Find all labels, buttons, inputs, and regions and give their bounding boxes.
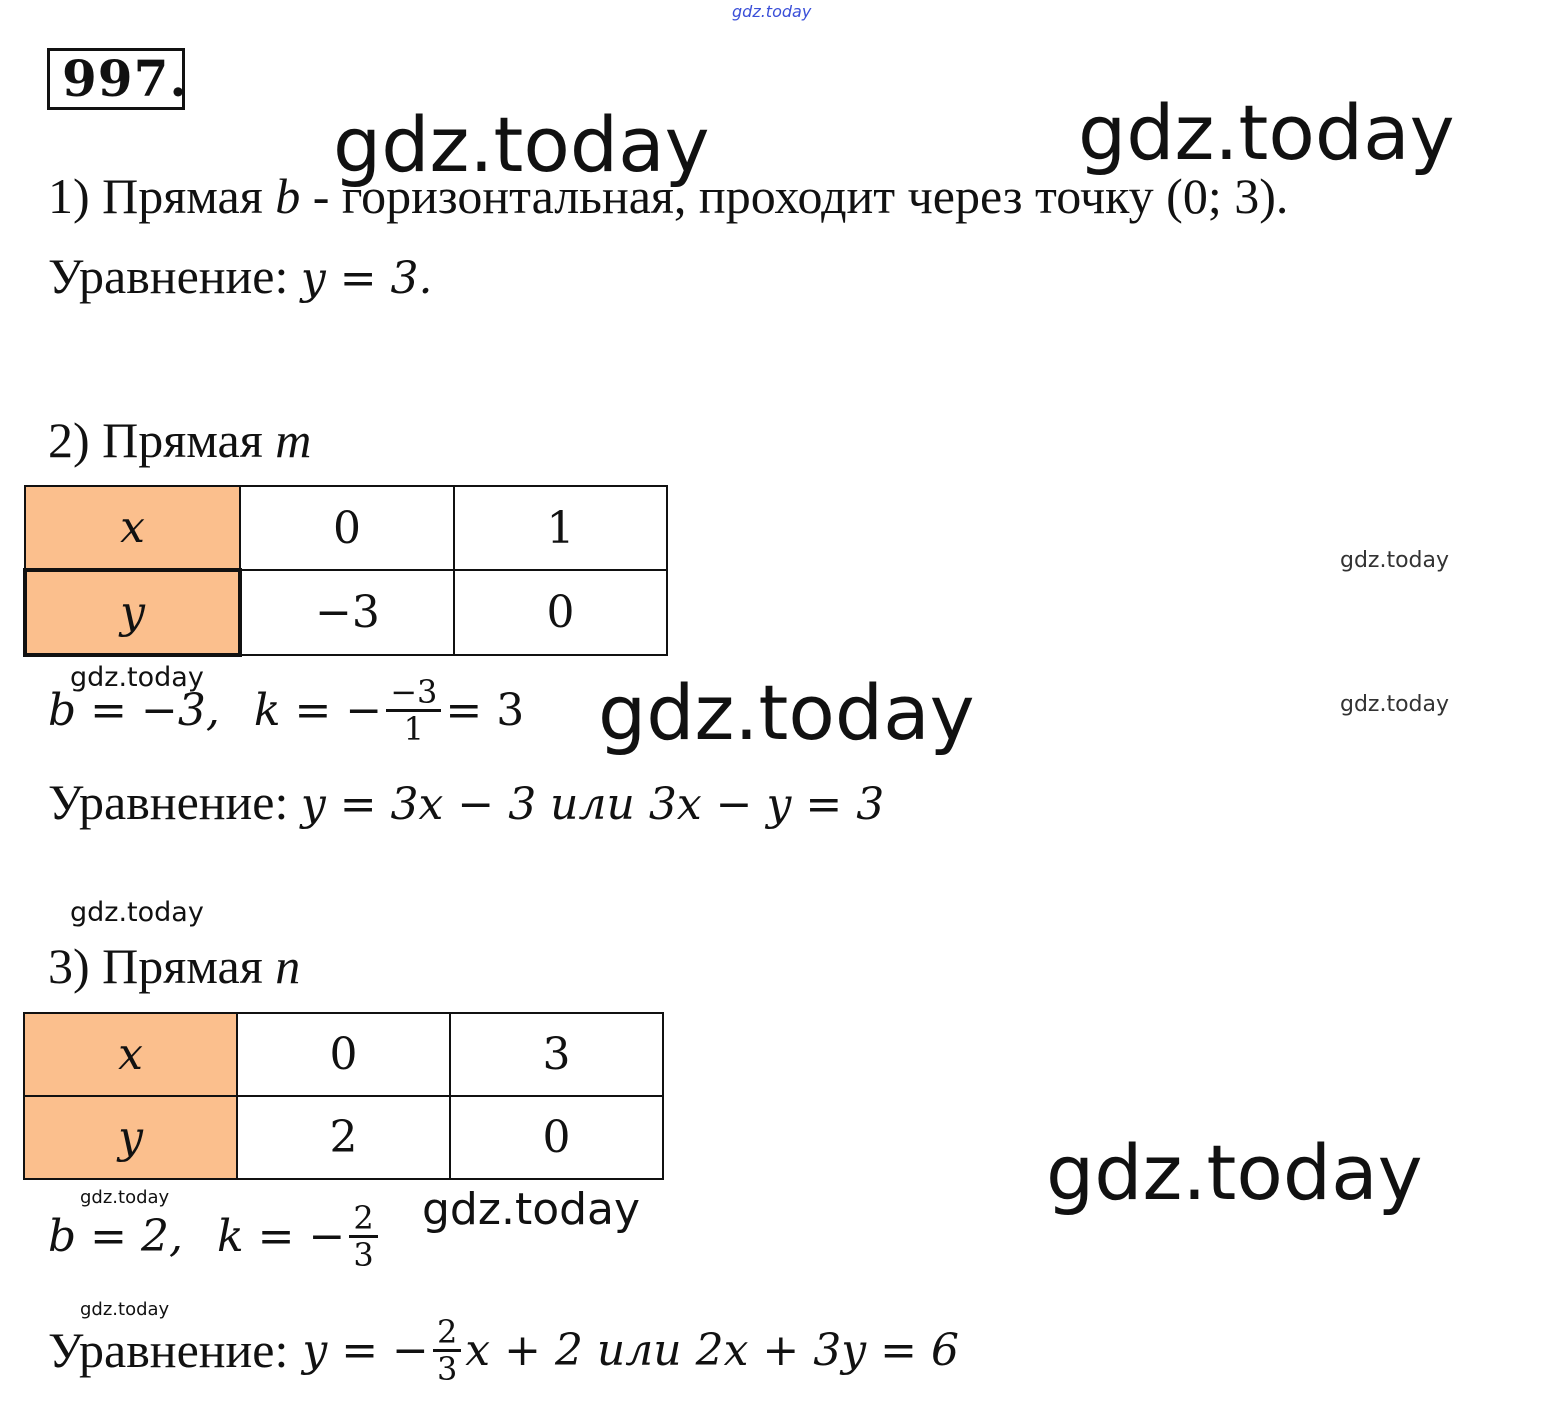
table-cell: 1 (454, 486, 667, 570)
table-head-x: x (25, 486, 240, 570)
part1-statement (48, 166, 1288, 226)
table-cell: 0 (454, 570, 667, 655)
part3-k-fraction (349, 1198, 377, 1274)
part3-eq-fraction (433, 1312, 461, 1388)
watermark-small: gdz.today (1340, 692, 1450, 717)
part2-title-var: m (275, 412, 312, 468)
watermark-large-4: gdz.today (1046, 1128, 1423, 1217)
part2-table (23, 485, 668, 657)
problem-number: 997. (47, 48, 185, 110)
fraction-denominator: 1 (403, 709, 424, 748)
part2-title (48, 410, 311, 470)
watermark-small: gdz.today (80, 1299, 170, 1320)
watermark-small: gdz.today (70, 897, 204, 928)
part3-table (23, 1012, 664, 1180)
part2-coef-b: b = −3, (48, 684, 220, 736)
part2-k-result: = 3 (445, 684, 525, 736)
part2-equation: y = 3x − 3 или 3x − y = 3 (300, 779, 885, 830)
part1-suffix: - горизонтальная, проходит через точку (0; 3). (312, 168, 1289, 224)
part1-equation-line (48, 246, 433, 309)
watermark-large-1: gdz.today (333, 100, 710, 189)
watermark-large-3: gdz.today (598, 668, 975, 757)
table-head-x: x (24, 1013, 237, 1096)
table-cell: 3 (450, 1013, 663, 1096)
table-row (24, 1013, 663, 1096)
table-row (24, 1096, 663, 1179)
part1-var: b (275, 168, 301, 224)
watermark-small: gdz.today (1340, 548, 1450, 573)
part3-equation-label: Уравнение: (48, 1322, 289, 1378)
part2-coefficients (48, 662, 524, 758)
part2-title-prefix: 2) Прямая (48, 412, 263, 468)
fraction-numerator: −3 (386, 675, 441, 712)
table-cell: 2 (237, 1096, 450, 1179)
watermark-small: gdz.today (70, 662, 204, 693)
part3-title (48, 936, 300, 996)
part2-equation-line (48, 772, 884, 835)
fraction-numerator: 2 (433, 1315, 461, 1352)
table-cell: 0 (450, 1096, 663, 1179)
part2-equation-label: Уравнение: (48, 774, 289, 830)
fraction-numerator: 2 (349, 1201, 377, 1238)
watermark-large-2: gdz.today (1078, 88, 1455, 177)
table-head-y: y (25, 570, 240, 655)
fraction-denominator: 3 (353, 1235, 374, 1274)
table-head-y: y (24, 1096, 237, 1179)
table-cell: 0 (240, 486, 454, 570)
table-cell: −3 (240, 570, 454, 655)
fraction-denominator: 3 (436, 1349, 458, 1388)
part3-title-var: n (275, 938, 301, 994)
watermark-top: gdz.today (732, 2, 812, 21)
watermark-medium: gdz.today (422, 1184, 641, 1235)
part1-prefix: 1) Прямая (48, 168, 263, 224)
part1-equation: y = 3. (300, 253, 433, 304)
part3-coefficients (48, 1186, 382, 1286)
table-row (25, 570, 667, 655)
part1-equation-label: Уравнение: (48, 248, 289, 304)
table-cell: 0 (237, 1013, 450, 1096)
part3-title-prefix: 3) Прямая (48, 938, 263, 994)
part3-coef-b: b = 2, (48, 1210, 183, 1262)
part2-coef-k: k = − (253, 684, 383, 736)
part3-equation-line (48, 1300, 959, 1400)
part3-equation-end: x + 2 или 2x + 3y = 6 (465, 1324, 959, 1376)
watermark-small: gdz.today (80, 1187, 170, 1208)
part2-k-fraction (386, 672, 441, 748)
table-row (25, 486, 667, 570)
part3-coef-k: k = − (217, 1210, 346, 1262)
part3-equation-start: y = − (302, 1324, 429, 1376)
